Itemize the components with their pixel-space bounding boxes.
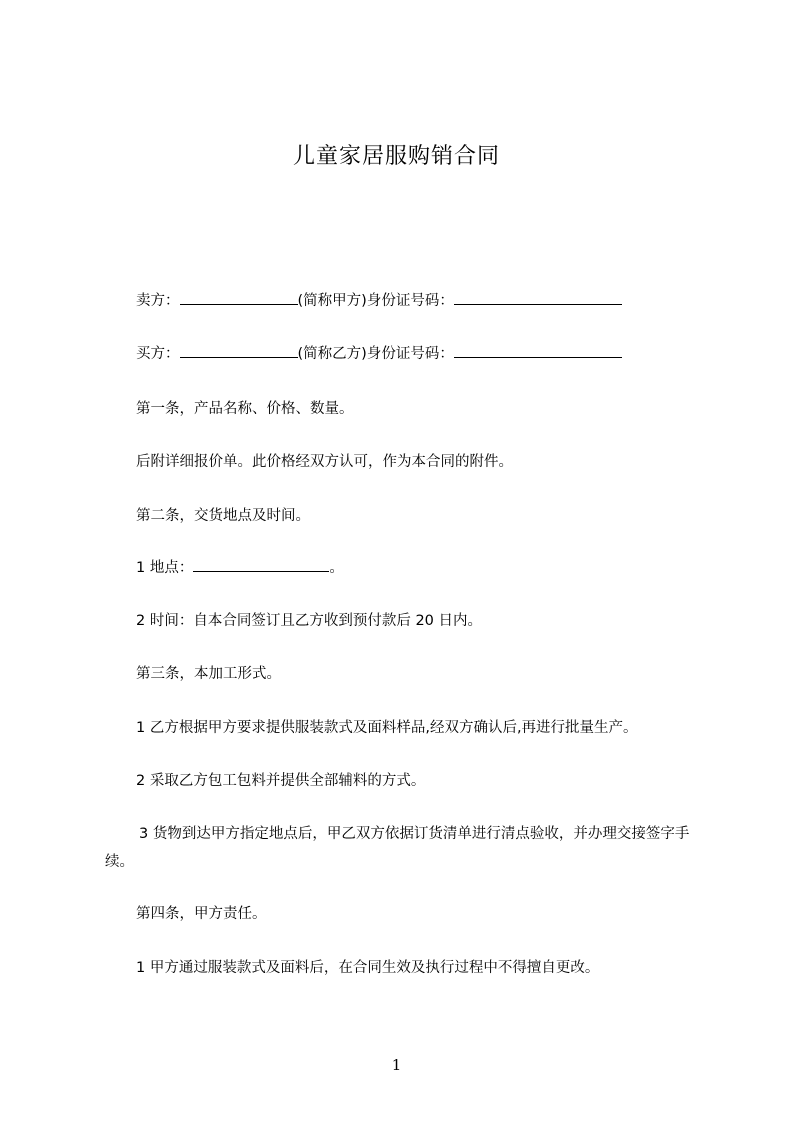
article1-title: 第一条，产品名称、价格、数量。 <box>136 401 354 417</box>
seller-id-blank[interactable] <box>454 291 622 305</box>
buyer-alias: (简称乙方) <box>297 346 367 362</box>
buyer-label: 买方： <box>136 346 180 362</box>
article4-title: 第四条，甲方责任。 <box>136 906 267 922</box>
article2-time: 2 时间：自本合同签订且乙方收到预付款后 20 日内。 <box>136 613 483 629</box>
article3-item2: 2 采取乙方包工包料并提供全部辅料的方式。 <box>136 773 426 789</box>
buyer-id-blank[interactable] <box>454 344 622 358</box>
article3-title: 第三条，本加工形式。 <box>136 666 281 682</box>
article4-item1: 1 甲方通过服装款式及面料后，在合同生效及执行过程中不得擅自更改。 <box>136 960 600 976</box>
article1-text: 后附详细报价单。此价格经双方认可，作为本合同的附件。 <box>136 454 513 470</box>
buyer-line <box>136 342 622 366</box>
article2-place-blank[interactable] <box>193 558 329 572</box>
article2-place-label: 1 地点： <box>136 560 194 576</box>
document-title: 儿童家居服购销合同 <box>292 144 500 169</box>
seller-name-blank[interactable] <box>180 291 298 305</box>
buyer-name-blank[interactable] <box>180 344 298 358</box>
article3-item3: 3 货物到达甲方指定地点后，甲乙双方依据订货清单进行清点验收，并办理交接签字手续。 <box>105 826 690 870</box>
seller-id-label: 身份证号码： <box>366 293 454 309</box>
article3-item1: 1 乙方根据甲方要求提供服装款式及面料样品,经双方确认后,再进行批量生产。 <box>136 720 638 736</box>
seller-label: 卖方： <box>136 293 180 309</box>
article2-place-end: 。 <box>329 560 344 576</box>
article2-title: 第二条，交货地点及时间。 <box>136 508 310 524</box>
buyer-id-label: 身份证号码： <box>366 346 454 362</box>
page-number: 1 <box>391 1056 402 1074</box>
seller-alias: (简称甲方) <box>297 293 367 309</box>
seller-line <box>136 289 622 313</box>
article2-place-line <box>136 556 344 580</box>
